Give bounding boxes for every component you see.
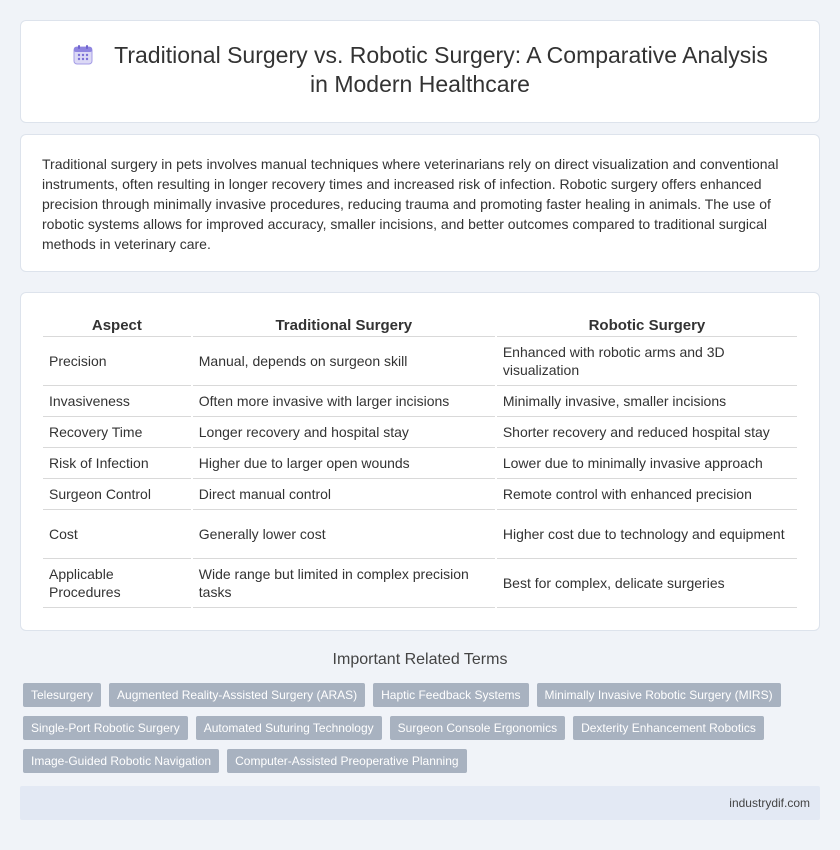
- related-term-tag[interactable]: Telesurgery: [23, 683, 101, 707]
- table-cell: Invasiveness: [43, 386, 191, 417]
- table-cell: Higher cost due to technology and equipment: [497, 510, 797, 559]
- table-cell: Generally lower cost: [193, 510, 495, 559]
- related-term-tag[interactable]: Haptic Feedback Systems: [373, 683, 528, 707]
- table-cell: Remote control with enhanced precision: [497, 479, 797, 510]
- related-term-tag[interactable]: Automated Suturing Technology: [196, 716, 382, 740]
- footer-site-link[interactable]: industrydif.com: [729, 796, 810, 810]
- table-cell: Minimally invasive, smaller incisions: [497, 386, 797, 417]
- comparison-table-card: [20, 292, 820, 631]
- table-cell: Cost: [43, 510, 191, 559]
- related-terms-title: Important Related Terms: [332, 651, 508, 668]
- header-card: [20, 20, 820, 123]
- related-term-tag[interactable]: Single-Port Robotic Surgery: [23, 716, 188, 740]
- related-term-tag[interactable]: Image-Guided Robotic Navigation: [23, 749, 219, 773]
- calendar-icon: [72, 44, 94, 66]
- table-cell: Longer recovery and hospital stay: [193, 417, 495, 448]
- column-header-aspect: Aspect: [43, 315, 191, 337]
- table-cell: Precision: [43, 337, 191, 386]
- table-cell: Wide range but limited in complex precision tasks: [193, 559, 495, 608]
- title-wrap: [21, 41, 819, 99]
- table-cell: Recovery Time: [43, 417, 191, 448]
- table-row: [43, 479, 797, 510]
- table-cell: Enhanced with robotic arms and 3D visualization: [497, 337, 797, 386]
- table-cell: Manual, depends on surgeon skill: [193, 337, 495, 386]
- page-title-text: Traditional Surgery vs. Robotic Surgery: A Comparative Analysis in Modern Healthcare: [114, 42, 768, 97]
- table-row: [43, 510, 797, 559]
- table-cell: Lower due to minimally invasive approach: [497, 448, 797, 479]
- column-header-traditional: Traditional Surgery: [193, 315, 495, 337]
- related-terms-list: [23, 683, 813, 773]
- related-term-tag[interactable]: Computer-Assisted Preoperative Planning: [227, 749, 466, 773]
- table-row: [43, 559, 797, 608]
- table-cell: Applicable Procedures: [43, 559, 191, 608]
- related-term-tag[interactable]: Dexterity Enhancement Robotics: [573, 716, 764, 740]
- footer-bar: [20, 786, 820, 820]
- table-row: [43, 337, 797, 386]
- table-cell: Direct manual control: [193, 479, 495, 510]
- table-cell: Surgeon Control: [43, 479, 191, 510]
- intro-card: [20, 134, 820, 272]
- table-row: [43, 386, 797, 417]
- column-header-robotic: Robotic Surgery: [497, 315, 797, 337]
- related-term-tag[interactable]: Minimally Invasive Robotic Surgery (MIRS): [537, 683, 781, 707]
- table-cell: Best for complex, delicate surgeries: [497, 559, 797, 608]
- comparison-table: [41, 315, 799, 608]
- table-header-row: [43, 315, 797, 337]
- table-cell: Higher due to larger open wounds: [193, 448, 495, 479]
- table-cell: Shorter recovery and reduced hospital stay: [497, 417, 797, 448]
- table-cell: Risk of Infection: [43, 448, 191, 479]
- table-cell: Often more invasive with larger incisions: [193, 386, 495, 417]
- related-term-tag[interactable]: Surgeon Console Ergonomics: [390, 716, 565, 740]
- table-row: [43, 417, 797, 448]
- related-term-tag[interactable]: Augmented Reality-Assisted Surgery (ARAS): [109, 683, 365, 707]
- table-row: [43, 448, 797, 479]
- page-title: [61, 41, 779, 99]
- intro-paragraph: Traditional surgery in pets involves manual techniques where veterinarians rely on direct visualization and conventional instruments, often resulting in longer recovery times and increased risk of infection. Robotic surgery offers enhanced precision through minimally invasive procedures, reducing trauma and promoting faster healing in animals. The use of robotic systems allows for improved accuracy, smaller incisions, and better outcomes compared to traditional surgical methods in veterinary care.: [42, 156, 779, 252]
